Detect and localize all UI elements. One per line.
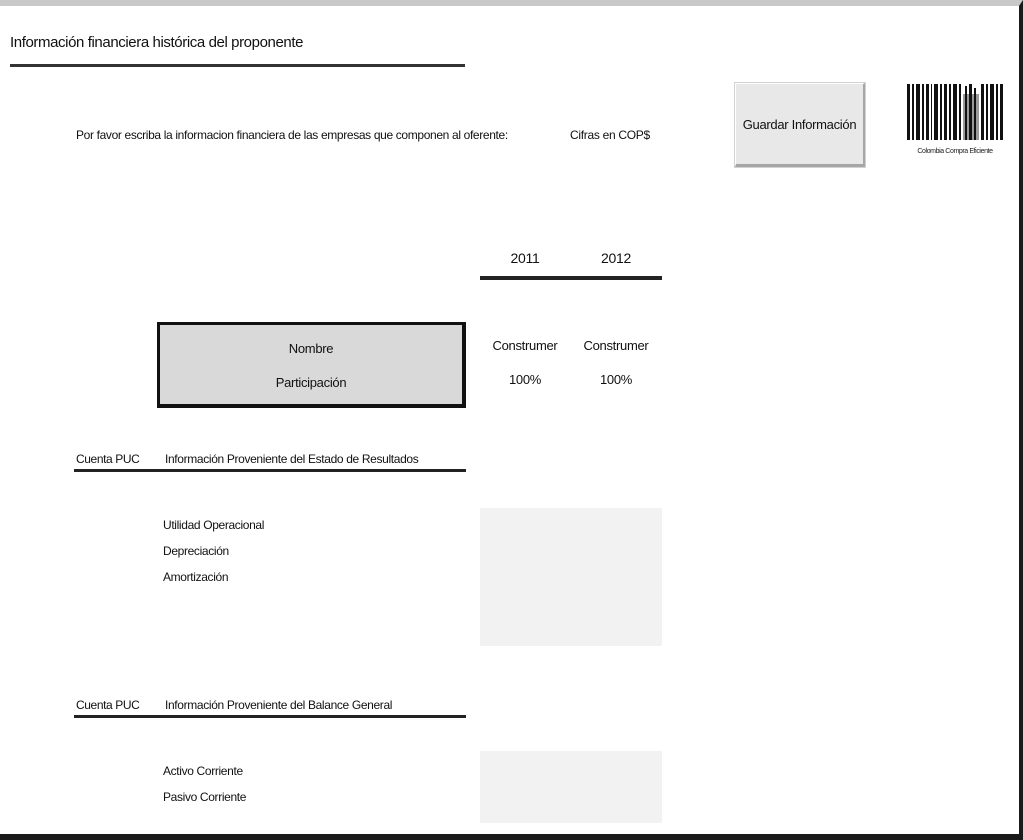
row-label-operating-income: Utilidad Operacional	[163, 518, 265, 532]
balance-section-title: Información Proveniente del Balance General	[165, 698, 393, 712]
year-header-underline	[480, 276, 662, 280]
logo-caption: Colombia Compra Eficiente	[917, 148, 993, 155]
barcode-logo-icon	[905, 84, 1005, 146]
share-label: Participación	[275, 375, 347, 390]
row-label-amortization: Amortización	[163, 570, 229, 584]
title-underline	[10, 64, 465, 67]
currency-note: Cifras en COP$	[570, 128, 650, 142]
balance-section-underline	[74, 715, 466, 718]
company-share-2012: 100%	[599, 372, 633, 387]
page-title: Información financiera histórica del proponente	[10, 34, 304, 51]
balance-section-code-label: Cuenta PUC	[76, 698, 140, 712]
company-name-2011: Construmer	[492, 338, 558, 353]
row-label-depreciation: Depreciación	[163, 544, 229, 558]
row-label-current-assets: Activo Corriente	[163, 764, 243, 778]
instructions-text: Por favor escriba la informacion financiera de las empresas que componen al oferente:	[76, 128, 508, 142]
company-name-2012: Construmer	[583, 338, 649, 353]
row-label-current-liabilities: Pasivo Corriente	[163, 790, 247, 804]
income-section-code-label: Cuenta PUC	[76, 452, 140, 466]
income-section-underline	[74, 469, 466, 472]
company-share-2011: 100%	[508, 372, 542, 387]
year-header-2011: 2011	[510, 250, 540, 266]
name-label: Nombre	[288, 341, 334, 356]
save-information-button[interactable]: Guardar Información	[735, 83, 865, 167]
company-header-box	[157, 322, 466, 408]
colombia-compra-eficiente-logo	[905, 84, 1005, 176]
income-section-title: Información Proveniente del Estado de Resultados	[165, 452, 419, 466]
year-header-2012: 2012	[601, 250, 631, 266]
balance-input-cells[interactable]	[480, 751, 662, 823]
income-input-cells[interactable]	[480, 508, 662, 646]
